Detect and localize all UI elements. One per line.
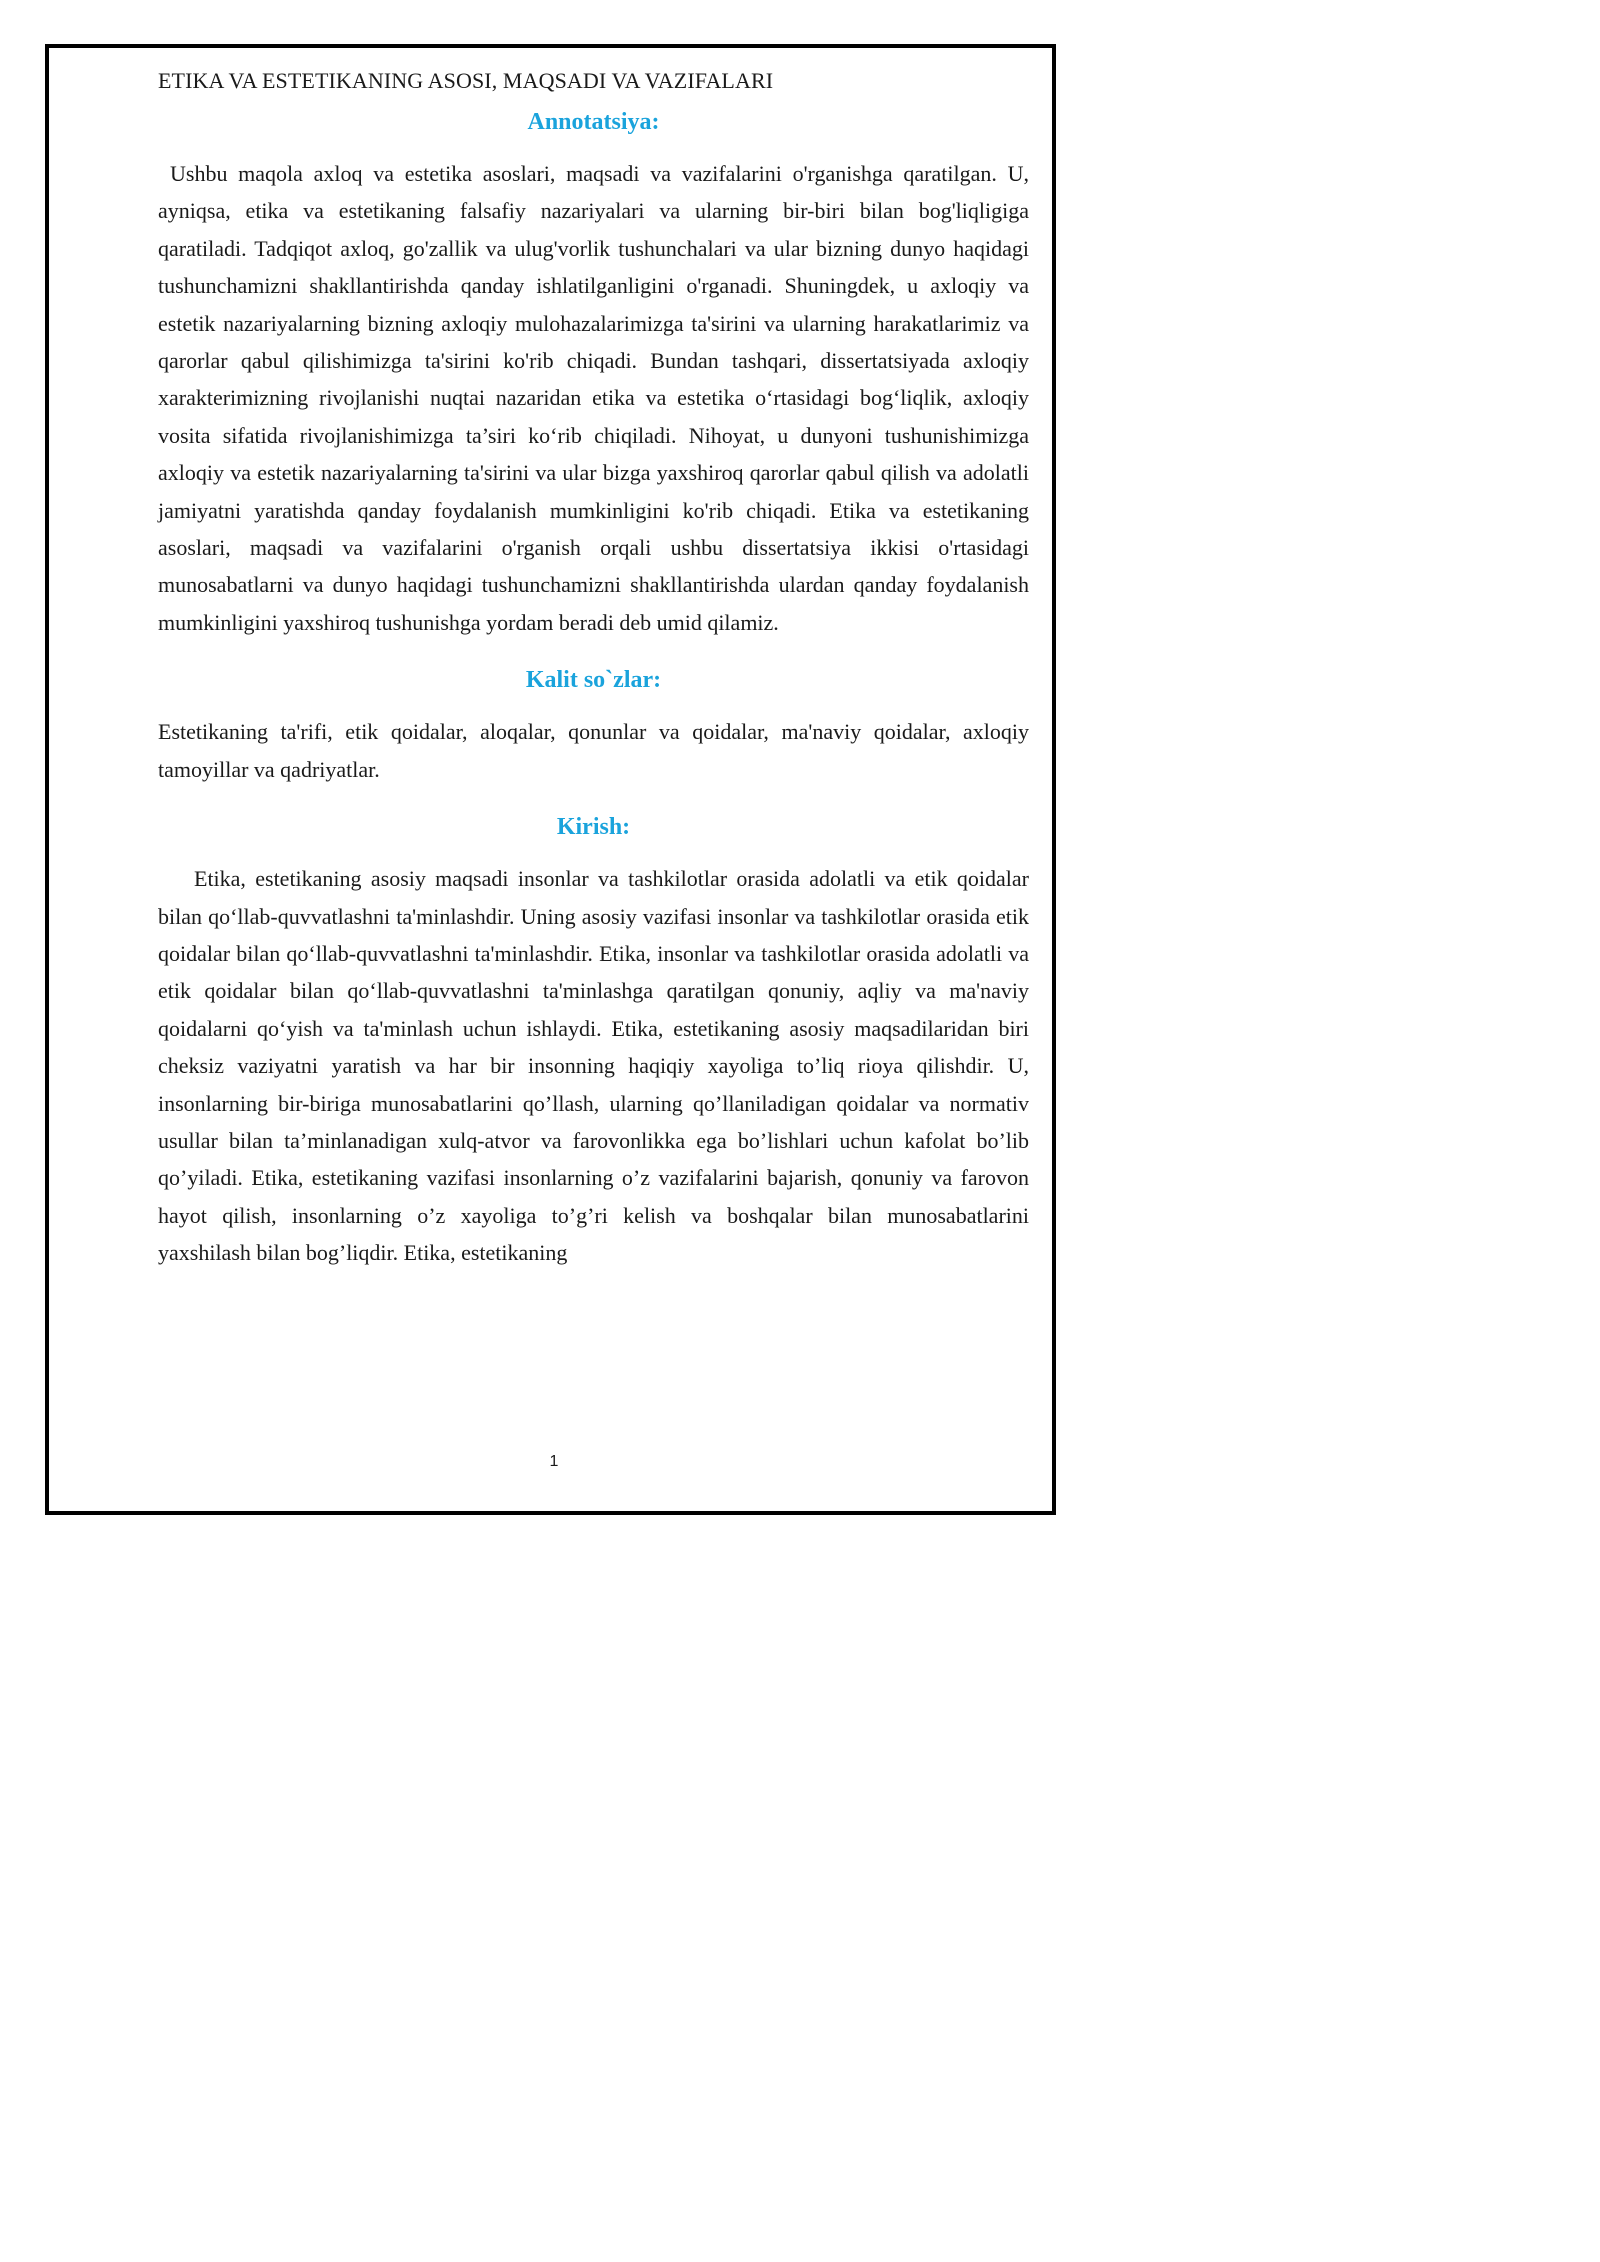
annotation-heading: Annotatsiya: [527, 109, 660, 135]
annotation-paragraph: Ushbu maqola axloq va estetika asoslari, maqsadi va vazifalarini o'rganishga qaratilgan. U, ayniqsa, etika va estetikaning falsafiy nazariyalari va ularning bir-biri bilan bog'liqligiga qaratiladi. Tadqiqot axloq, go'zallik va ulug'vorlik tushunchalari va ular bizning dunyo haqidagi tushunchamizni shakllantirishda qanday ishlatilganligini o'rganadi. Shuningdek, u axloqiy va estetik nazariyalarning bizning axloqiy mulohazalarimizga ta'sirini va ularning harakatlarimiz va qarorlar qabul qilishimizga ta'sirini ko'rib chiqadi. Bundan tashqari, dissertatsiyada axloqiy xarakterimizning rivojlanishi nuqtai nazaridan etika va estetika o‘rtasidagi bog‘liqlik, axloqiy vosita sifatida rivojlanishimizga ta’siri ko‘rib chiqiladi. Nihoyat, u dunyoni tushunishimizga axloqiy va estetik nazariyalarning ta'sirini va ular bizga yaxshiroq qarorlar qabul qilish va adolatli jamiyatni yaratishda qanday foydalanish mumkinligini ko'rib chiqadi. Etika va estetikaning asoslari, maqsadi va vazifalarini o'rganish orqali ushbu dissertatsiya ikkisi o'rtasidagi munosabatlarni va dunyo haqidagi tushunchamizni shakllantirishda ulardan qanday foydalanish mumkinligini yaxshiroq tushunishga yordam beradi deb umid qilamiz. [158, 161, 1029, 635]
document-body [158, 62, 1029, 1272]
intro-heading: Kirish: [556, 814, 631, 841]
document-title: ETIKA VA ESTETIKANING ASOSI, MAQSADI VA VAZIFALARI [158, 68, 774, 93]
page-number: 1 [549, 1453, 559, 1470]
keywords-paragraph: Estetikaning ta'rifi, etik qoidalar, aloqalar, qonunlar va qoidalar, ma'naviy qoidalar, axloqiy tamoyillar va qadriyatlar. [158, 719, 1029, 782]
keywords-heading: Kalit so`zlar: [525, 667, 662, 694]
intro-paragraph: Etika, estetikaning asosiy maqsadi insonlar va tashkilotlar orasida adolatli va etik qoidalar bilan qo‘llab-quvvatlashni ta'minlashdir. Uning asosiy vazifasi insonlar va tashkilotlar orasida etik qoidalar bilan qo‘llab-quvvatlashni ta'minlashdir. Etika, insonlar va tashkilotlar orasida adolatli va etik qoidalar bilan qo‘llab-quvvatlashni ta'minlashga qaratilgan qonuniy, aqliy va ma'naviy qoidalarni qo‘yish va ta'minlash uchun ishlaydi. Etika, estetikaning asosiy maqsadilaridan biri cheksiz vaziyatni yaratish va har bir insonning haqiqiy xayoliga to’liq rioya qilishdir. U, insonlarning bir-biriga munosabatlarini qo’llash, ularning qo’llaniladigan qoidalar va normativ usullar bilan ta’minlanadigan xulq-atvor va farovonlikka ega bo’lishlari uchun kafolat bo’lib qo’yiladi. Etika, estetikaning vazifasi insonlarning o’z vazifalarini bajarish, qonuniy va farovon hayot qilish, insonlarning o’z xayoliga to’g’ri kelish va boshqalar bilan munosabatlarini yaxshilash bilan bog’liqdir. Etika, estetikaning [158, 866, 1029, 1266]
